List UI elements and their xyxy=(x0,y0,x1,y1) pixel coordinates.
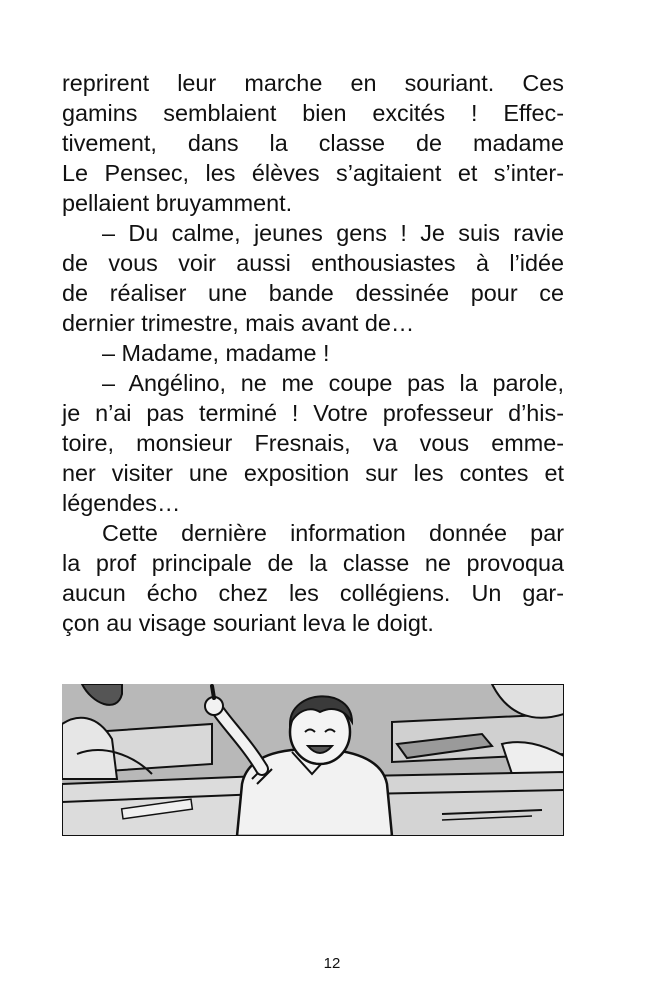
classroom-drawing xyxy=(62,684,564,836)
text-line: ner visiter une exposition sur les contes et xyxy=(62,460,564,486)
text-line: – Du calme, jeunes gens ! Je suis ravie xyxy=(102,220,564,246)
text-line: pellaient bruyamment. xyxy=(62,190,293,216)
text-line: – Madame, madame ! xyxy=(102,340,330,366)
text-line: légendes… xyxy=(62,490,181,516)
text-line: de réaliser une bande dessinée pour ce xyxy=(62,280,564,306)
text-line: toire, monsieur Fresnais, va vous emme- xyxy=(62,430,564,456)
text-line: la prof principale de la classe ne provoqua xyxy=(62,550,564,576)
text-line: de vous voir aussi enthousiastes à l’idée xyxy=(62,250,564,276)
text-line: çon au visage souriant leva le doigt. xyxy=(62,610,434,636)
text-line: je n’ai pas terminé ! Votre professeur d’his- xyxy=(62,400,564,426)
body-text xyxy=(62,68,564,638)
classroom-illustration xyxy=(62,684,564,836)
text-line: dernier trimestre, mais avant de… xyxy=(62,310,415,336)
text-line: reprirent leur marche en souriant. Ces xyxy=(62,70,564,96)
text-line: – Angélino, ne me coupe pas la parole, xyxy=(102,370,564,396)
text-line: gamins semblaient bien excités ! Effec- xyxy=(62,100,564,126)
page-number: 12 xyxy=(323,955,341,972)
text-line: Cette dernière information donnée par xyxy=(102,520,564,546)
text-line: aucun écho chez les collégiens. Un gar- xyxy=(62,580,564,606)
text-line: Le Pensec, les élèves s’agitaient et s’inter- xyxy=(62,160,564,186)
text-line: tivement, dans la classe de madame xyxy=(62,130,564,156)
